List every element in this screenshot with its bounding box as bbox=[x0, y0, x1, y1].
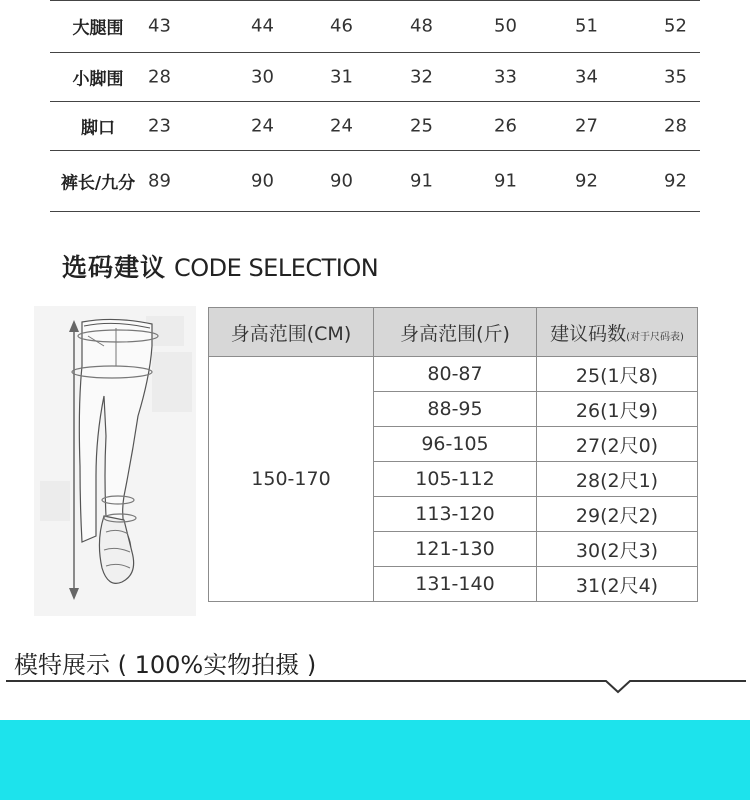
size-cell: 32 bbox=[410, 66, 433, 88]
size-cell: 48 bbox=[410, 15, 433, 37]
size-table-row bbox=[50, 0, 700, 53]
size-cell: 92 bbox=[664, 170, 687, 192]
suggested-size-cell: 27(2尺0) bbox=[537, 427, 698, 462]
height-range-cell: 150-170 bbox=[209, 357, 374, 602]
size-cell: 50 bbox=[494, 15, 517, 37]
size-cell: 91 bbox=[494, 170, 517, 192]
weight-cell: 80-87 bbox=[374, 357, 537, 392]
size-row-label: 裤长/九分 bbox=[60, 173, 136, 194]
size-cell: 26 bbox=[494, 115, 517, 137]
suggested-size-cell: 30(2尺3) bbox=[537, 532, 698, 567]
size-cell: 89 bbox=[148, 170, 171, 192]
header-suggested-note: (对于尺码表) bbox=[626, 331, 684, 343]
header-weight: 身高范围(斤) bbox=[374, 308, 537, 357]
header-height-cm: 身高范围(CM) bbox=[209, 308, 374, 357]
size-cell: 27 bbox=[575, 115, 598, 137]
size-cell: 90 bbox=[251, 170, 274, 192]
size-cell: 52 bbox=[664, 15, 687, 37]
size-table-row bbox=[50, 102, 700, 151]
size-row-label: 脚口 bbox=[81, 118, 115, 139]
size-row-label: 大腿围 bbox=[72, 18, 124, 39]
size-row-label: 小脚围 bbox=[72, 69, 124, 90]
pants-measurement-icon bbox=[34, 306, 196, 616]
code-selection-title-en: CODE SELECTION bbox=[174, 254, 379, 282]
weight-cell: 113-120 bbox=[374, 497, 537, 532]
suggested-size-cell: 31(2尺4) bbox=[537, 567, 698, 602]
size-cell: 34 bbox=[575, 66, 598, 88]
weight-cell: 121-130 bbox=[374, 532, 537, 567]
size-cell: 28 bbox=[664, 115, 687, 137]
suggested-size-cell: 25(1尺8) bbox=[537, 357, 698, 392]
model-display-title: 模特展示 ( 100%实物拍摄 ) bbox=[14, 651, 317, 679]
size-cell: 31 bbox=[330, 66, 353, 88]
size-cell: 51 bbox=[575, 15, 598, 37]
cyan-banner bbox=[0, 720, 750, 800]
size-cell: 24 bbox=[251, 115, 274, 137]
model-display-divider bbox=[6, 679, 746, 695]
code-selection-heading bbox=[62, 248, 378, 284]
suggested-size-cell: 28(2尺1) bbox=[537, 462, 698, 497]
code-selection-table bbox=[208, 307, 698, 602]
size-cell: 43 bbox=[148, 15, 171, 37]
size-cell: 35 bbox=[664, 66, 687, 88]
size-cell: 24 bbox=[330, 115, 353, 137]
size-table-row bbox=[50, 151, 700, 212]
weight-cell: 96-105 bbox=[374, 427, 537, 462]
weight-cell: 131-140 bbox=[374, 567, 537, 602]
size-table bbox=[50, 0, 700, 212]
size-cell: 28 bbox=[148, 66, 171, 88]
suggested-size-cell: 29(2尺2) bbox=[537, 497, 698, 532]
weight-cell: 105-112 bbox=[374, 462, 537, 497]
size-cell: 33 bbox=[494, 66, 517, 88]
code-table-body bbox=[209, 357, 698, 602]
size-cell: 44 bbox=[251, 15, 274, 37]
size-cell: 92 bbox=[575, 170, 598, 192]
size-cell: 91 bbox=[410, 170, 433, 192]
header-suggested-size bbox=[537, 308, 698, 357]
size-table-row bbox=[50, 53, 700, 102]
code-selection-title-cn: 选码建议 bbox=[62, 253, 167, 282]
size-cell: 25 bbox=[410, 115, 433, 137]
weight-cell: 88-95 bbox=[374, 392, 537, 427]
size-cell: 46 bbox=[330, 15, 353, 37]
code-table-row bbox=[209, 357, 698, 392]
suggested-size-cell: 26(1尺9) bbox=[537, 392, 698, 427]
size-cell: 23 bbox=[148, 115, 171, 137]
header-suggested-label: 建议码数 bbox=[550, 322, 627, 345]
size-cell: 90 bbox=[330, 170, 353, 192]
size-cell: 30 bbox=[251, 66, 274, 88]
code-table-header-row bbox=[209, 308, 698, 357]
